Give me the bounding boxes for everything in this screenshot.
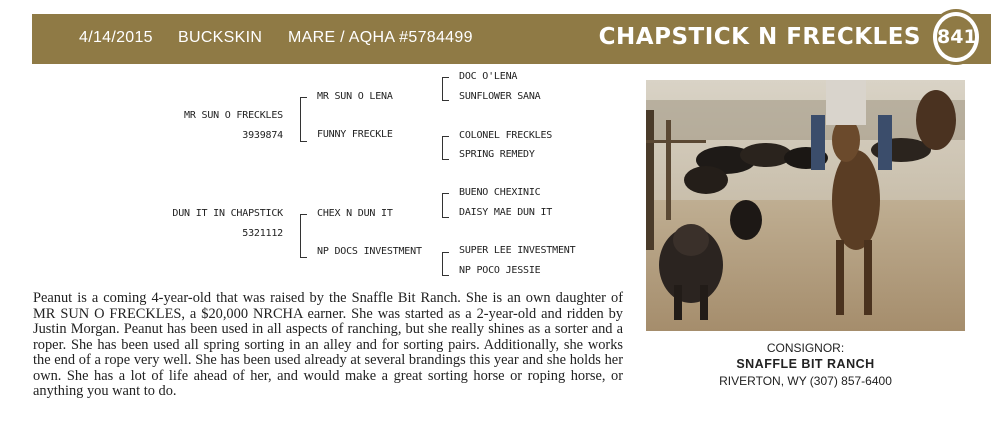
dam-sire-sire: BUENO CHEXINIC	[459, 187, 541, 198]
sire-sire-bracket	[442, 77, 449, 101]
lot-number: 841	[937, 16, 975, 58]
dam-bracket	[300, 214, 307, 258]
dam-sire-bracket	[442, 193, 449, 218]
sire-sire-sire: DOC O'LENA	[459, 71, 518, 82]
horse-photo-illustration	[646, 80, 965, 331]
consignor-name: SNAFFLE BIT RANCH	[736, 357, 875, 371]
sire-dam-sire: COLONEL FRECKLES	[459, 130, 553, 141]
lot-badge	[930, 9, 982, 65]
sire-bracket	[300, 97, 307, 142]
sex-registry: MARE / AQHA #5784499	[288, 29, 473, 46]
sire-dam: FUNNY FRECKLE	[317, 129, 393, 140]
horse-name: CHAPSTICK N FRECKLES	[598, 24, 921, 50]
sire-dam-dam: SPRING REMEDY	[459, 149, 535, 160]
horse-description: Peanut is a coming 4-year-old that was raised by the Snaffle Bit Ranch. She is an own daughter of MR SUN O FRECKLES, a $20,000 NRCHA earner. She was started as a 2-year-old and ridden by Justin Morgan. Peanut has been used in all aspects of ranching, but she really shines as a sorter and a roper. She has been used all spring sorting in an alley and for sorting pairs. Additionally, she works the end of a rope very well. She has been used already at several brandings this year and she holds her own. She has a lot of life ahead of her, and would make a great sorting horse or roping horse, or anything you want to do.	[33, 290, 623, 399]
dam-reg: 5321112	[242, 228, 283, 239]
dam-dam-bracket	[442, 252, 449, 276]
sire-name: MR SUN O FRECKLES	[184, 110, 283, 121]
foal-date: 4/14/2015	[79, 29, 153, 46]
sire-sire-dam: SUNFLOWER SANA	[459, 91, 541, 102]
dam-dam: NP DOCS INVESTMENT	[317, 246, 422, 257]
dam-dam-sire: SUPER LEE INVESTMENT	[459, 245, 576, 256]
consignor-label: CONSIGNOR:	[766, 341, 845, 355]
dam-dam-dam: NP POCO JESSIE	[459, 265, 541, 276]
dam-name: DUN IT IN CHAPSTICK	[172, 208, 283, 219]
sire-dam-bracket	[442, 136, 449, 160]
horse-photo	[646, 80, 965, 331]
horse-color: BUCKSKIN	[178, 29, 263, 46]
sire-reg: 3939874	[242, 130, 283, 141]
dam-sire-dam: DAISY MAE DUN IT	[459, 207, 553, 218]
consignor-location: RIVERTON, WY (307) 857-6400	[719, 374, 892, 388]
dam-sire: CHEX N DUN IT	[317, 208, 393, 219]
header-band	[32, 14, 991, 64]
sire-sire: MR SUN O LENA	[317, 91, 393, 102]
